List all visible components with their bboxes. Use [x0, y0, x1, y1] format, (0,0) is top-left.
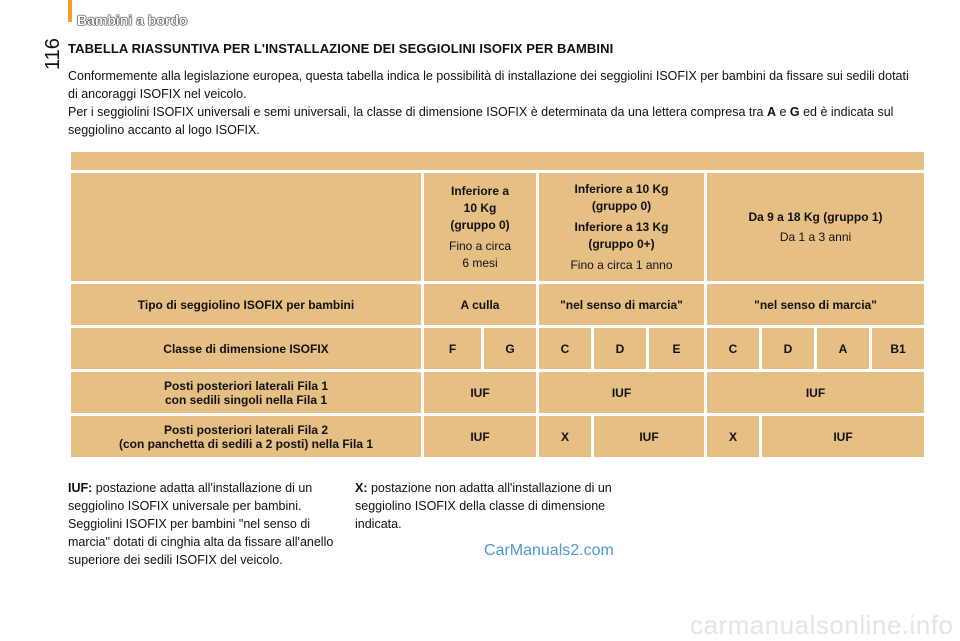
- weight-corner-cell: [70, 172, 423, 283]
- row-fila2-cell-0: IUF: [423, 415, 538, 459]
- weight-group-1-line2-0: Inferiore a 13 Kg: [574, 219, 669, 234]
- note-x-text: postazione non adatta all'installazione di un seggiolino ISOFIX della classe di dimensione indicata.: [355, 481, 612, 531]
- note-x: [355, 479, 615, 533]
- class-cell-7: A: [816, 327, 871, 371]
- row-fila1-label-1: Posti posteriori laterali Fila 1: [163, 378, 329, 393]
- isofix-summary-table: [68, 149, 927, 460]
- row-fila2-label: [70, 415, 423, 459]
- weight-group-0-line-0: Inferiore a: [450, 183, 510, 198]
- weight-group-row: [70, 172, 926, 283]
- class-cell-5: C: [706, 327, 761, 371]
- row-fila1-cell-1: IUF: [538, 371, 706, 415]
- table-top-band: [70, 151, 926, 172]
- section-accent-bar: [68, 0, 72, 22]
- note-iuf: [68, 479, 338, 569]
- weight-group-0-sub-1: 6 mesi: [462, 255, 498, 270]
- weight-group-0-sub-0: Fino a circa: [448, 238, 512, 253]
- page-title: TABELLA RIASSUNTIVA PER L'INSTALLAZIONE DEI SEGGIOLINI ISOFIX PER BAMBINI: [68, 41, 614, 56]
- watermark-carmanuals2[interactable]: CarManuals2.com: [484, 542, 614, 559]
- row-fila1-cell-2: IUF: [706, 371, 926, 415]
- type-cell-0: A culla: [423, 283, 538, 327]
- class-row: [70, 327, 926, 371]
- class-row-label: Classe di dimensione ISOFIX: [70, 327, 423, 371]
- row-fila2: [70, 415, 926, 459]
- row-fila2-cell-1: X: [538, 415, 593, 459]
- size-class-paragraph: [68, 103, 918, 139]
- row-fila1-cell-0: IUF: [423, 371, 538, 415]
- weight-group-2-line-0: Da 9 a 18 Kg (gruppo 1): [748, 209, 883, 224]
- type-row-label: Tipo di seggiolino ISOFIX per bambini: [70, 283, 423, 327]
- class-cell-4: E: [648, 327, 706, 371]
- note-iuf-key: IUF:: [68, 481, 93, 495]
- class-cell-3: D: [593, 327, 648, 371]
- row-fila2-label-1: Posti posteriori laterali Fila 2: [163, 422, 329, 437]
- type-cell-2: "nel senso di marcia": [706, 283, 926, 327]
- note-x-key: X:: [355, 481, 368, 495]
- weight-group-1-sub-0: Fino a circa 1 anno: [570, 257, 673, 272]
- intro-paragraph: Conformemente alla legislazione europea, questa tabella indica le possibilità di installazione dei seggiolini ISOFIX per bambini da fissare sui sedili dotati di ancoraggi ISOFIX nel veicolo.: [68, 69, 909, 101]
- size-class-text-e: e: [775, 105, 790, 119]
- weight-group-0-line-2: (gruppo 0): [450, 217, 510, 232]
- weight-group-cell-1: [538, 172, 706, 283]
- weight-group-cell-2: [706, 172, 926, 283]
- table-top-cell: [70, 151, 926, 172]
- row-fila2-cell-4: IUF: [761, 415, 926, 459]
- row-fila2-cell-2: IUF: [593, 415, 706, 459]
- weight-group-1-line-1: (gruppo 0): [591, 198, 652, 213]
- type-cell-1: "nel senso di marcia": [538, 283, 706, 327]
- weight-group-1-line-0: Inferiore a 10 Kg: [574, 181, 669, 196]
- size-class-text-a: Per i seggiolini ISOFIX universali e semi universali, la classe di dimensione ISOFIX è determinata da una lettera compresa tra: [68, 105, 767, 119]
- watermark-carmanualsonline: carmanualsonline.info: [690, 610, 954, 640]
- weight-group-cell-0: [423, 172, 538, 283]
- size-class-letter-g: G: [789, 105, 800, 119]
- weight-group-1-line2-1: (gruppo 0+): [588, 236, 655, 251]
- class-cell-2: C: [538, 327, 593, 371]
- section-title: Bambini a bordo: [77, 12, 188, 28]
- note-iuf-text: postazione adatta all'installazione di un seggiolino ISOFIX universale per bambini. Seggiolini ISOFIX per bambini "nel senso di marcia" dotati di cinghia alta da fissare all'anello superiore dei sedili ISOFIX del veicolo.: [68, 481, 334, 567]
- row-fila2-cell-3: X: [706, 415, 761, 459]
- class-cell-6: D: [761, 327, 816, 371]
- size-class-text-b: ed è indicata sul seggiolino accanto al logo ISOFIX.: [68, 105, 894, 137]
- row-fila2-label-2: (con panchetta di sedili a 2 posti) nella Fila 1: [118, 436, 374, 451]
- type-row: [70, 283, 926, 327]
- class-cell-8: B1: [871, 327, 926, 371]
- weight-group-2-sub-0: Da 1 a 3 anni: [779, 229, 852, 244]
- size-class-letter-a: A: [766, 105, 776, 119]
- weight-group-0-line-1: 10 Kg: [463, 200, 497, 215]
- page-number-text: 116: [42, 38, 64, 70]
- class-cell-1: G: [483, 327, 538, 371]
- row-fila1: [70, 371, 926, 415]
- row-fila1-label-2: con sedili singoli nella Fila 1: [164, 392, 328, 407]
- row-fila1-label: [70, 371, 423, 415]
- class-cell-0: F: [423, 327, 483, 371]
